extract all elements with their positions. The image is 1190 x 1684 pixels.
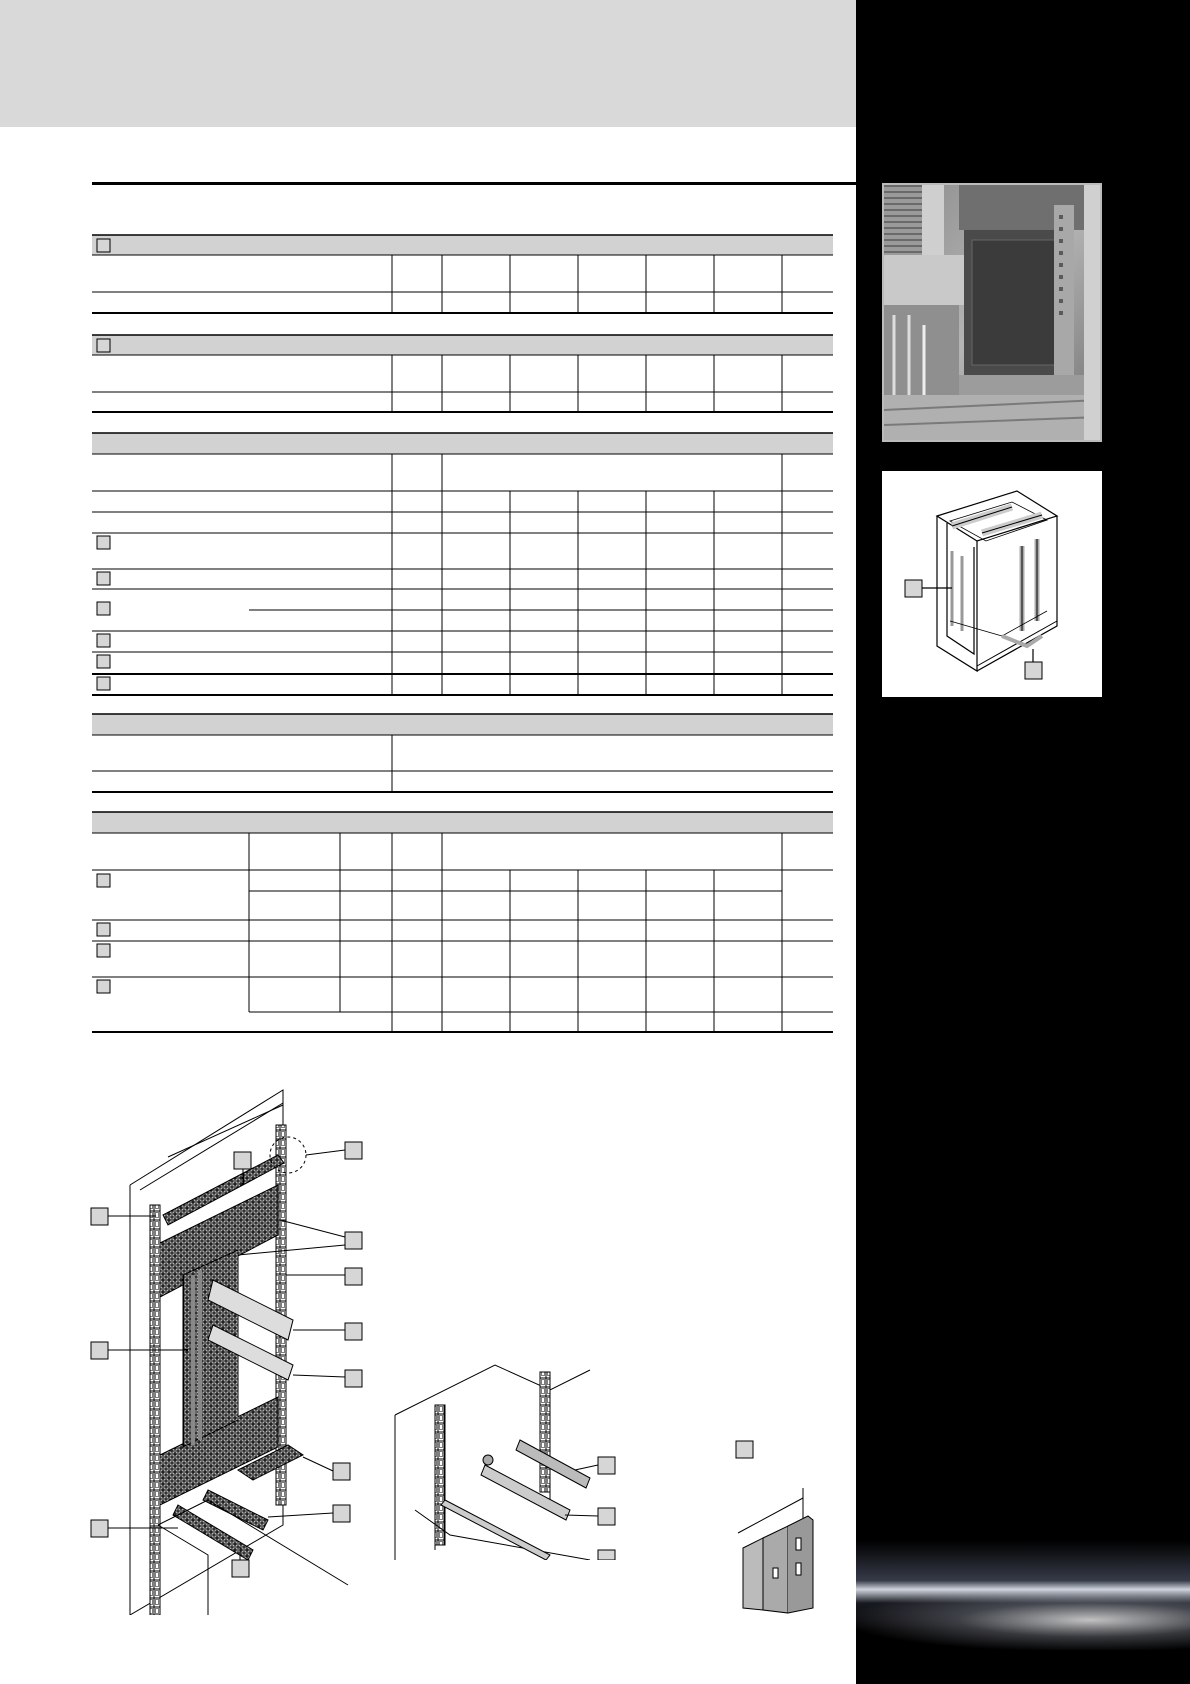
rail-mounting-drawing: [390, 1360, 630, 1565]
header-band: [0, 0, 856, 127]
table-4: [92, 714, 833, 794]
table-2: [92, 335, 833, 415]
table-5: [92, 812, 833, 1034]
top-rule: [92, 182, 856, 185]
side-panel-light-flare: [856, 1590, 1190, 1650]
enclosure-frame-sketch: [882, 471, 1102, 697]
enclosure-interior-photo: [882, 183, 1102, 442]
table-1: [92, 235, 833, 315]
table-3-last-row: [92, 652, 833, 697]
mounting-system-drawing: [88, 1085, 388, 1620]
mounting-bracket-drawing: [733, 1438, 833, 1623]
